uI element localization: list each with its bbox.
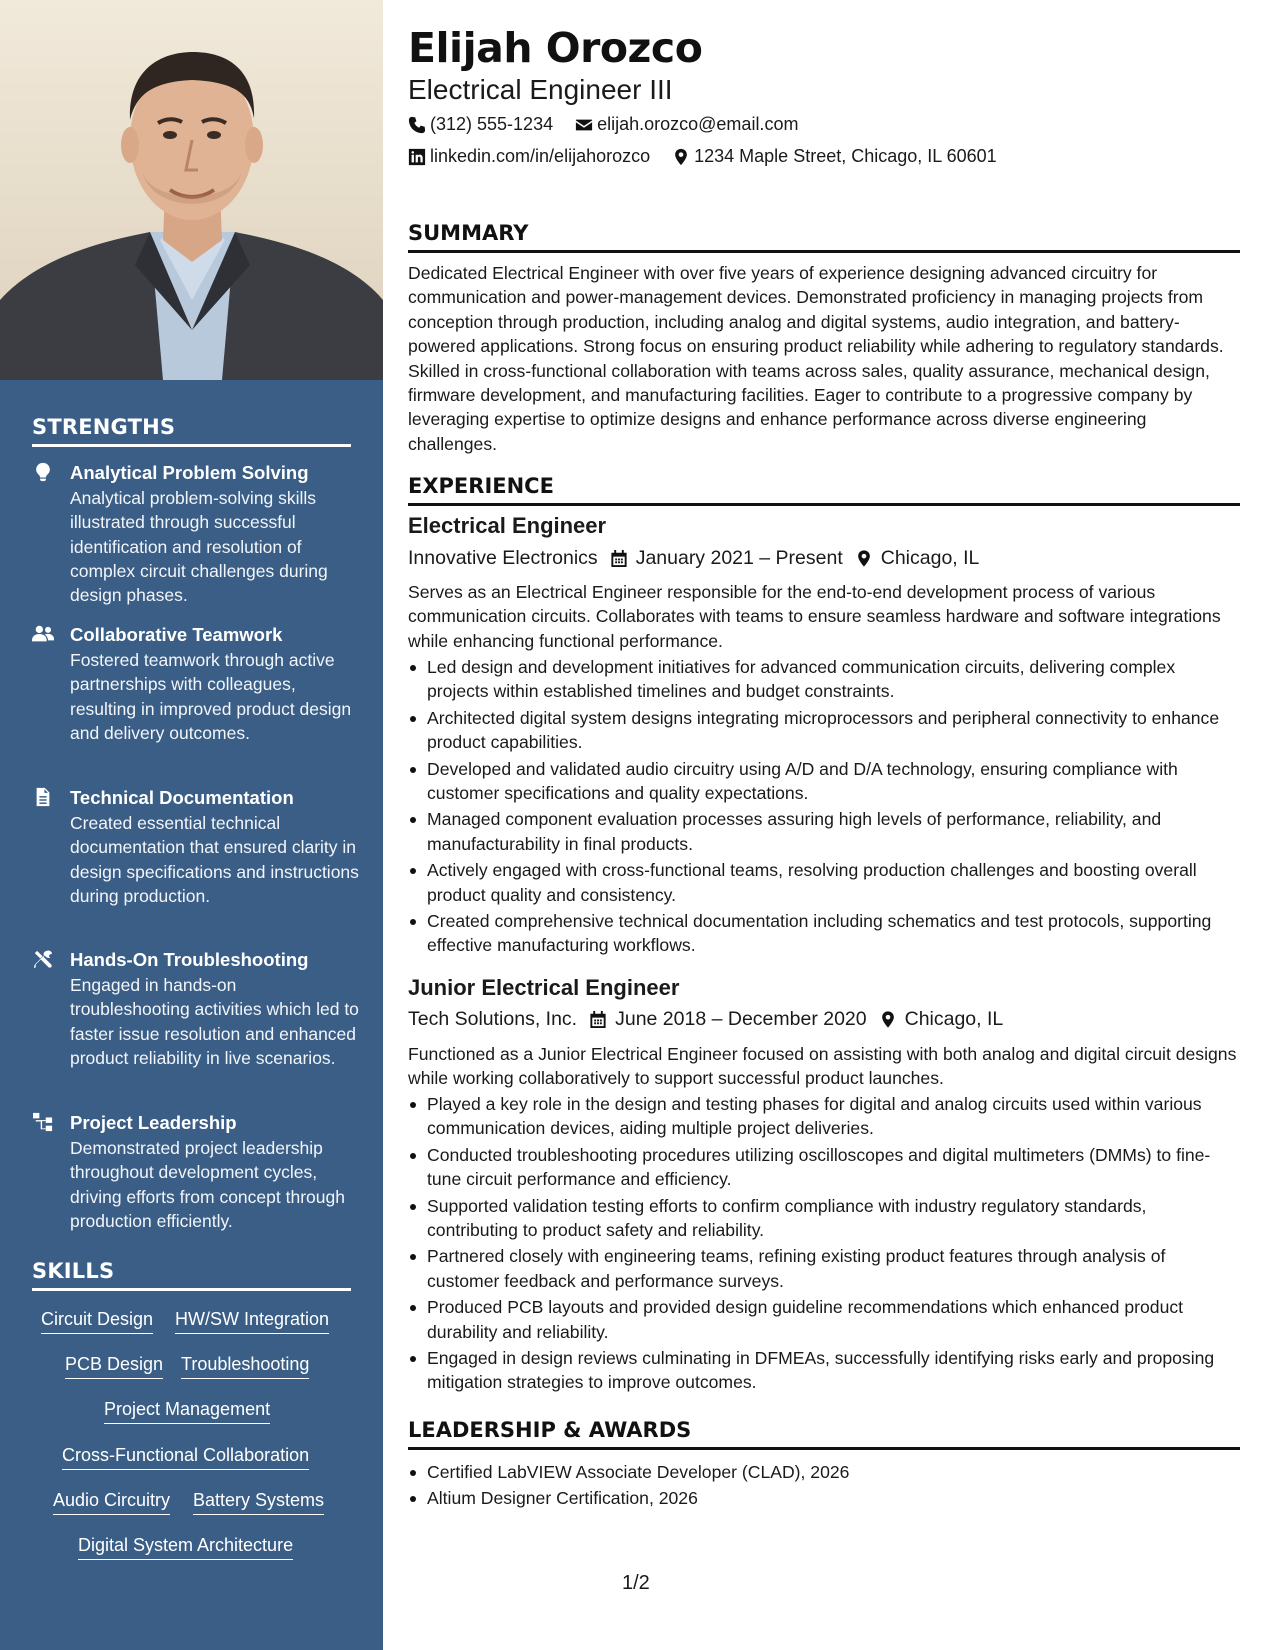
contact-row (408, 146, 997, 167)
document-icon (32, 787, 56, 809)
list-item: Partnered closely with engineering teams, refining existing product features through analysis of customer feedback and performance surveys. (408, 1244, 1240, 1293)
strength-description: Fostered teamwork through active partnerships with colleagues, resulting in improved product design and delivery outcomes. (70, 650, 352, 743)
awards-list (408, 1460, 1240, 1513)
skill-tag: Troubleshooting (181, 1352, 309, 1379)
sidebar (0, 0, 383, 1650)
strength-description: Demonstrated project leadership throughout development cycles, driving efforts from concept through production efficiently. (70, 1138, 345, 1231)
job-description: Serves as an Electrical Engineer responsible for the end-to-end development process of various communication circuits. Collaborates with teams to ensure seamless hardware and software integrations while enhancing functional performance. (408, 582, 1221, 651)
list-item: Supported validation testing efforts to confirm compliance with industry regulatory standards, contributing to product safety and reliability. (408, 1194, 1240, 1243)
list-item: Developed and validated audio circuitry using A/D and D/A technology, ensuring compliance with customer specifications and quality expectations. (408, 757, 1240, 806)
strength-title: Project Leadership (70, 1112, 237, 1133)
list-item: Produced PCB layouts and provided design guideline recommendations which enhanced product durability and reliability. (408, 1295, 1240, 1344)
job-meta (408, 1008, 1003, 1031)
skill-tag: Cross-Functional Collaboration (62, 1443, 309, 1470)
job-description: Functioned as a Junior Electrical Engineer focused on assisting with both analog and digital circuit designs while working collaboratively to support successful product launches. (408, 1044, 1237, 1089)
users-icon (32, 624, 56, 646)
job-dates: January 2021 – Present (635, 547, 843, 569)
tools-icon (32, 949, 56, 971)
address-text: 1234 Maple Street, Chicago, IL 60601 (694, 146, 997, 166)
phone-icon (408, 116, 426, 134)
page-number: 1/2 (622, 1572, 650, 1594)
calendar-icon (610, 549, 628, 568)
job-company: Tech Solutions, Inc. (408, 1008, 578, 1030)
candidate-title: Electrical Engineer III (408, 74, 673, 105)
strength-description: Engaged in hands-on troubleshooting activities which led to faster issue resolution and enhanced product reliability in live scenarios. (70, 975, 359, 1068)
location-pin-icon (879, 1010, 897, 1029)
strength-title: Analytical Problem Solving (70, 462, 309, 483)
job-role: Junior Electrical Engineer (408, 975, 680, 1000)
profile-photo (0, 0, 383, 380)
summary-text: Dedicated Electrical Engineer with over five years of experience designing advanced circuitry for communication and power-management devices. Demonstrated proficiency in managing projects from conception through production, including analog and digital systems, audio integration, and battery-powered applications. Strong focus on ensuring product reliability while adhering to regulatory standards. Skilled in cross-functional collaboration with teams across sales, quality assurance, mechanical design, firmware development, and manufacturing facilities. Eager to contribute to a progressive company by leveraging expertise to optimize designs and enhance performance across diverse engineering challenges. (408, 263, 1224, 454)
phone-number[interactable]: (312) 555-1234 (430, 114, 554, 134)
skill-tag: Project Management (104, 1397, 270, 1424)
skill-tag: Circuit Design (41, 1307, 153, 1334)
linkedin-link[interactable]: linkedin.com/in/elijahorozco (430, 146, 651, 166)
list-item: Led design and development initiatives for advanced communication circuits, delivering complex projects within established timelines and budget constraints. (408, 655, 1240, 704)
skill-tag: PCB Design (65, 1352, 163, 1379)
job-bullets (408, 655, 1240, 960)
skill-tag: Battery Systems (193, 1488, 324, 1515)
email-link[interactable]: elijah.orozco@email.com (597, 114, 799, 134)
candidate-name: Elijah Orozco (408, 24, 703, 72)
list-item: Conducted troubleshooting procedures utilizing oscilloscopes and digital multimeters (DMMs) to fine-tune circuit performance and efficiency. (408, 1143, 1240, 1192)
strength-title: Technical Documentation (70, 787, 294, 808)
job-location: Chicago, IL (880, 547, 980, 569)
job-dates: June 2018 – December 2020 (615, 1008, 867, 1030)
list-item: Altium Designer Certification, 2026 (408, 1486, 1240, 1510)
strength-title: Hands-On Troubleshooting (70, 949, 309, 970)
awards-heading: LEADERSHIP & AWARDS (408, 1418, 1240, 1450)
strength-description: Created essential technical documentation that ensured clarity in design specifications and instructions during production. (70, 813, 359, 906)
job-meta (408, 547, 979, 570)
skills-heading: SKILLS (32, 1259, 351, 1291)
location-pin-icon (672, 148, 690, 166)
calendar-icon (589, 1010, 607, 1029)
list-item: Created comprehensive technical documentation including schematics and test protocols, supporting effective manufacturing workflows. (408, 909, 1240, 958)
experience-heading: EXPERIENCE (408, 474, 1240, 506)
skill-tag: HW/SW Integration (175, 1307, 329, 1334)
lightbulb-icon (32, 462, 56, 484)
skill-tag: Digital System Architecture (78, 1533, 293, 1560)
job-role: Electrical Engineer (408, 513, 607, 538)
job-company: Innovative Electronics (408, 547, 598, 569)
sitemap-icon (32, 1112, 56, 1134)
job-bullets (408, 1092, 1240, 1397)
list-item: Played a key role in the design and testing phases for digital and analog circuits used within various communication devices, aiding multiple project deliveries. (408, 1092, 1240, 1141)
list-item: Architected digital system designs integrating microprocessors and peripheral connectivity to enhance product capabilities. (408, 706, 1240, 755)
skill-tag: Audio Circuitry (53, 1488, 170, 1515)
summary-heading: SUMMARY (408, 221, 1240, 253)
list-item: Managed component evaluation processes assuring high levels of performance, reliability, and manufacturability in final products. (408, 807, 1240, 856)
job-location: Chicago, IL (904, 1008, 1004, 1030)
strength-title: Collaborative Teamwork (70, 624, 283, 645)
strength-description: Analytical problem-solving skills illustrated through successful identification and resolution of complex circuit challenges during design phases. (70, 488, 328, 606)
linkedin-icon (408, 148, 426, 166)
location-pin-icon (855, 549, 873, 568)
strengths-heading: STRENGTHS (32, 415, 351, 447)
list-item: Engaged in design reviews culminating in DFMEAs, successfully identifying risks early and proposing mitigation strategies to improve outcomes. (408, 1346, 1240, 1395)
contact-row (408, 114, 798, 135)
list-item: Certified LabVIEW Associate Developer (CLAD), 2026 (408, 1460, 1240, 1484)
email-icon (575, 116, 593, 134)
list-item: Actively engaged with cross-functional teams, resolving production challenges and boosting overall product quality and consistency. (408, 858, 1240, 907)
